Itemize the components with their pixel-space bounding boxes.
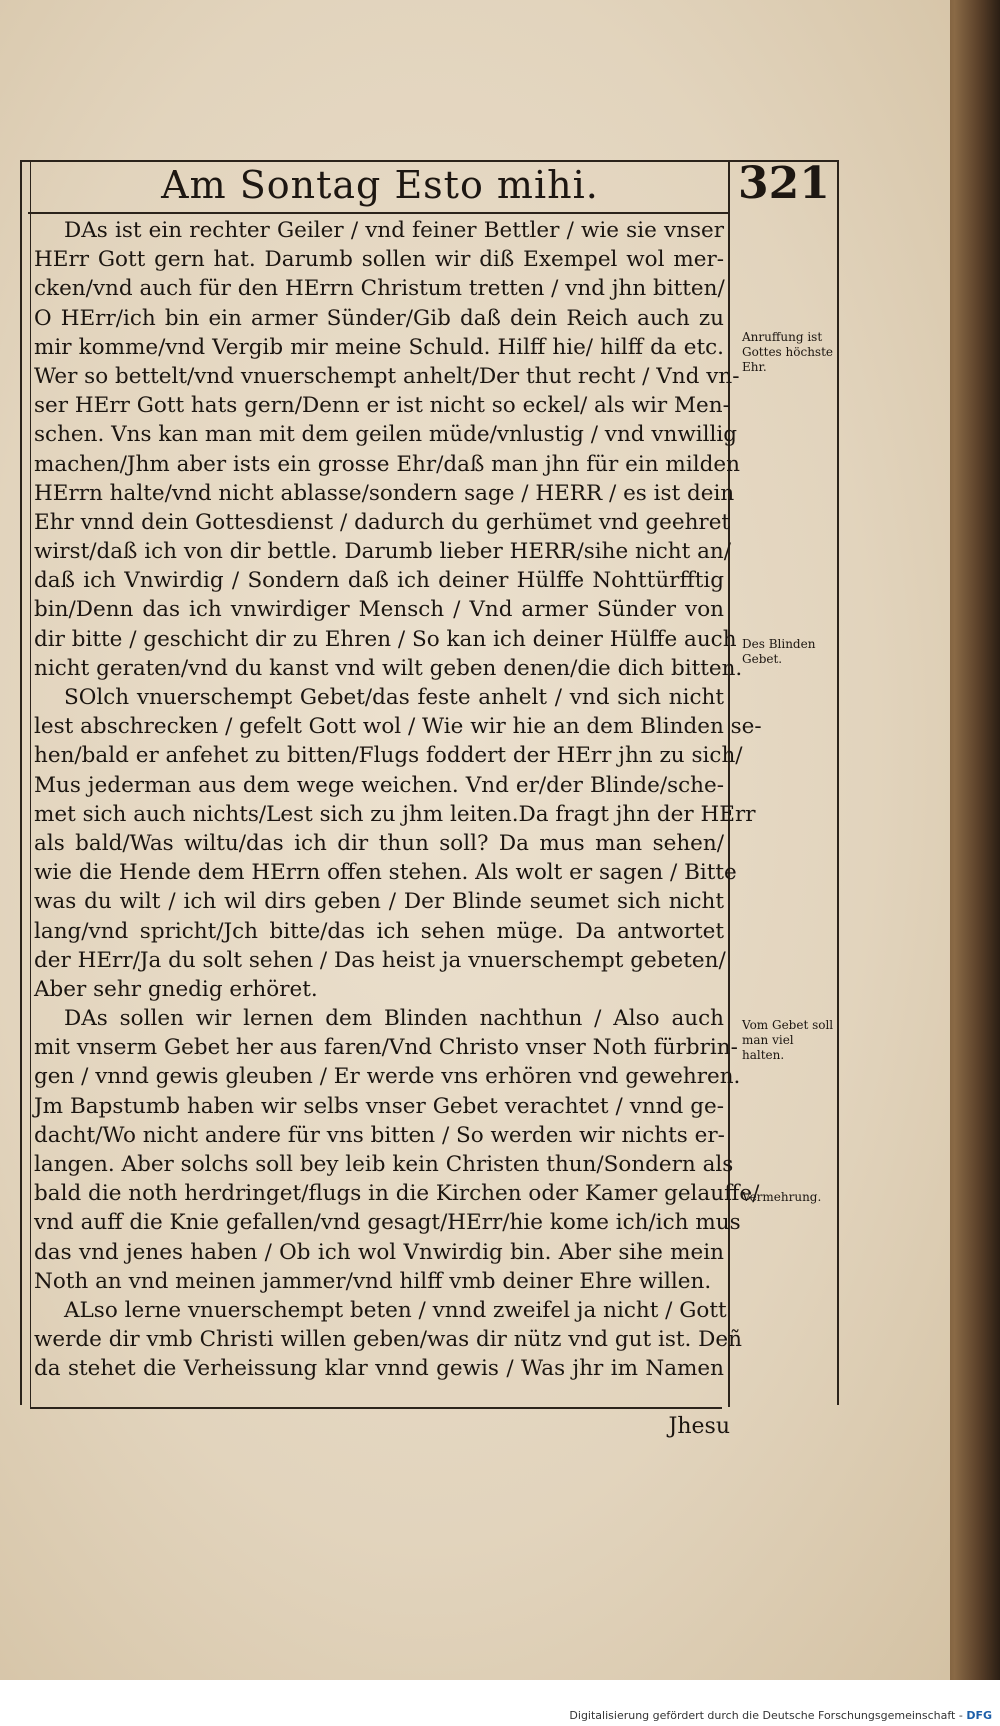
text-line: Ehr vnnd dein Gottesdienst / dadurch du gerhümet vnd geehret — [34, 509, 731, 535]
text-line: der HErr/Ja du solt sehen / Das heist ja vnuerschempt gebeten/ — [34, 947, 726, 973]
margin-note-vom-gebet: Vom Gebet soll man viel halten. — [742, 1018, 834, 1062]
text-line: wirst/daß ich von dir bettle. Darumb lieber HERR/sihe nicht an/ — [34, 539, 732, 565]
text-line: dacht/Wo nicht andere für vns bitten / So werden wir nichts er- — [34, 1122, 725, 1148]
margin-note-blinden-gebet: Des Blinden Gebet. — [742, 637, 816, 666]
text-line: mir komme/vnd Vergib mir meine Schuld. Hilff hie/ hilff da etc. — [34, 334, 724, 360]
text-line: HErr Gott gern hat. Darumb sollen wir diß Exempel wol mer- — [34, 247, 724, 273]
text-line: langen. Aber solchs soll bey leib kein Christen thun/Sondern als — [34, 1152, 734, 1177]
text-line: SOlch vnuerschempt Gebet/das feste anhelt / vnd sich nicht — [64, 685, 724, 710]
running-head: Am Sontag Esto mihi. — [161, 163, 599, 207]
text-line: lest abschrecken / gefelt Gott wol / Wie wir hie an dem Blinden se- — [34, 714, 762, 740]
text-line: met sich auch nichts/Lest sich zu jhm leiten.Da fragt jhn der HErr — [34, 801, 756, 827]
body-text — [34, 216, 762, 1384]
text-line: nicht geraten/vnd du kanst vnd wilt geben denen/die dich bitten. — [34, 655, 743, 681]
text-line: machen/Jhm aber ists ein grosse Ehr/daß man jhn für ein milden — [34, 451, 740, 477]
text-line: Noth an vnd meinen jammer/vnd hilff vmb deiner Ehre willen. — [34, 1268, 712, 1294]
text-line: lang/vnd spricht/Jch bitte/das ich sehen müge. Da antwortet — [34, 918, 724, 944]
text-line: ALso lerne vnuerschempt beten / vnnd zweifel ja nicht / Gott — [64, 1297, 727, 1323]
dfg-logo: DFG — [966, 1709, 992, 1722]
text-bottom-rule — [30, 1407, 722, 1409]
text-line: Jm Bapstumb haben wir selbs vnser Gebet verachtet / vnnd ge- — [34, 1093, 724, 1119]
page-number: 321 — [738, 158, 830, 209]
text-line: Aber sehr gnedig erhöret. — [34, 976, 318, 1002]
text-line: HErrn halte/vnd nicht ablasse/sondern sage / HERR / es ist dein — [34, 480, 735, 506]
text-line: ser HErr Gott hats gern/Denn er ist nicht so eckel/ als wir Men- — [34, 393, 730, 419]
digitization-credit — [569, 1709, 992, 1722]
text-line: mit vnserm Gebet her aus faren/Vnd Christo vnser Noth fürbrin- — [34, 1035, 738, 1061]
text-line: Mus jederman aus dem wege weichen. Vnd er/der Blinde/sche- — [34, 772, 724, 798]
text-line: O HErr/ich bin ein armer Sünder/Gib daß dein Reich auch zu — [34, 305, 724, 331]
frame-inner-rule — [30, 160, 31, 1407]
text-line: hen/bald er anfehet zu bitten/Flugs foddert der HErr jhn zu sich/ — [34, 743, 743, 769]
text-line: schen. Vns kan man mit dem geilen müde/vnlustig / vnd vnwillig — [34, 422, 738, 448]
text-line: was du wilt / ich wil dirs geben / Der Blinde seumet sich nicht — [34, 889, 724, 915]
text-line: daß ich Vnwirdig / Sondern daß ich deiner Hülffe Nohttürfftig — [34, 568, 724, 594]
footer-strip — [0, 1680, 1000, 1726]
text-line: dir bitte / geschicht dir zu Ehren / So kan ich deiner Hülffe auch — [34, 626, 737, 652]
text-line: DAs sollen wir lernen dem Blinden nachthun / Also auch — [64, 1006, 724, 1032]
text-line: das vnd jenes haben / Ob ich wol Vnwirdig bin. Aber sihe mein — [34, 1239, 724, 1265]
text-line: werde dir vmb Christi willen geben/was dir nütz vnd gut ist. Deñ — [34, 1327, 742, 1353]
text-line: als bald/Was wiltu/das ich dir thun soll? Da mus man sehen/ — [34, 830, 724, 856]
margin-note-vermehrung: Vermehrung. — [742, 1190, 822, 1204]
text-line: vnd auff die Knie gefallen/vnd gesagt/HErr/hie kome ich/ich mus — [34, 1210, 741, 1236]
credit-text: Digitalisierung gefördert durch die Deutsche Forschungsgemeinschaft - — [569, 1709, 963, 1722]
text-line: DAs ist ein rechter Geiler / vnd feiner Bettler / wie sie vnser — [64, 218, 724, 243]
text-line: wie die Hende dem HErrn offen stehen. Als wolt er sagen / Bitte — [34, 860, 737, 886]
text-line: Wer so bettelt/vnd vnuerschempt anhelt/Der thut recht / Vnd vn- — [34, 363, 740, 389]
text-line: cken/vnd auch für den HErrn Christum tretten / vnd jhn bitten/ — [34, 276, 725, 302]
margin-note-anruffung: Anruffung ist Gottes höchste Ehr. — [742, 330, 834, 374]
catchword: Jhesu — [668, 1414, 730, 1439]
text-line: gen / vnnd gewis gleuben / Er werde vns erhören vnd gewehren. — [34, 1064, 741, 1090]
text-line: bin/Denn das ich vnwirdiger Mensch / Vnd armer Sünder von — [34, 597, 724, 623]
text-line: da stehet die Verheissung klar vnnd gewis / Was jhr im Namen — [34, 1356, 724, 1382]
text-line: bald die noth herdringet/flugs in die Kirchen oder Kamer gelauffe/ — [34, 1181, 760, 1207]
header-rule — [28, 212, 728, 214]
